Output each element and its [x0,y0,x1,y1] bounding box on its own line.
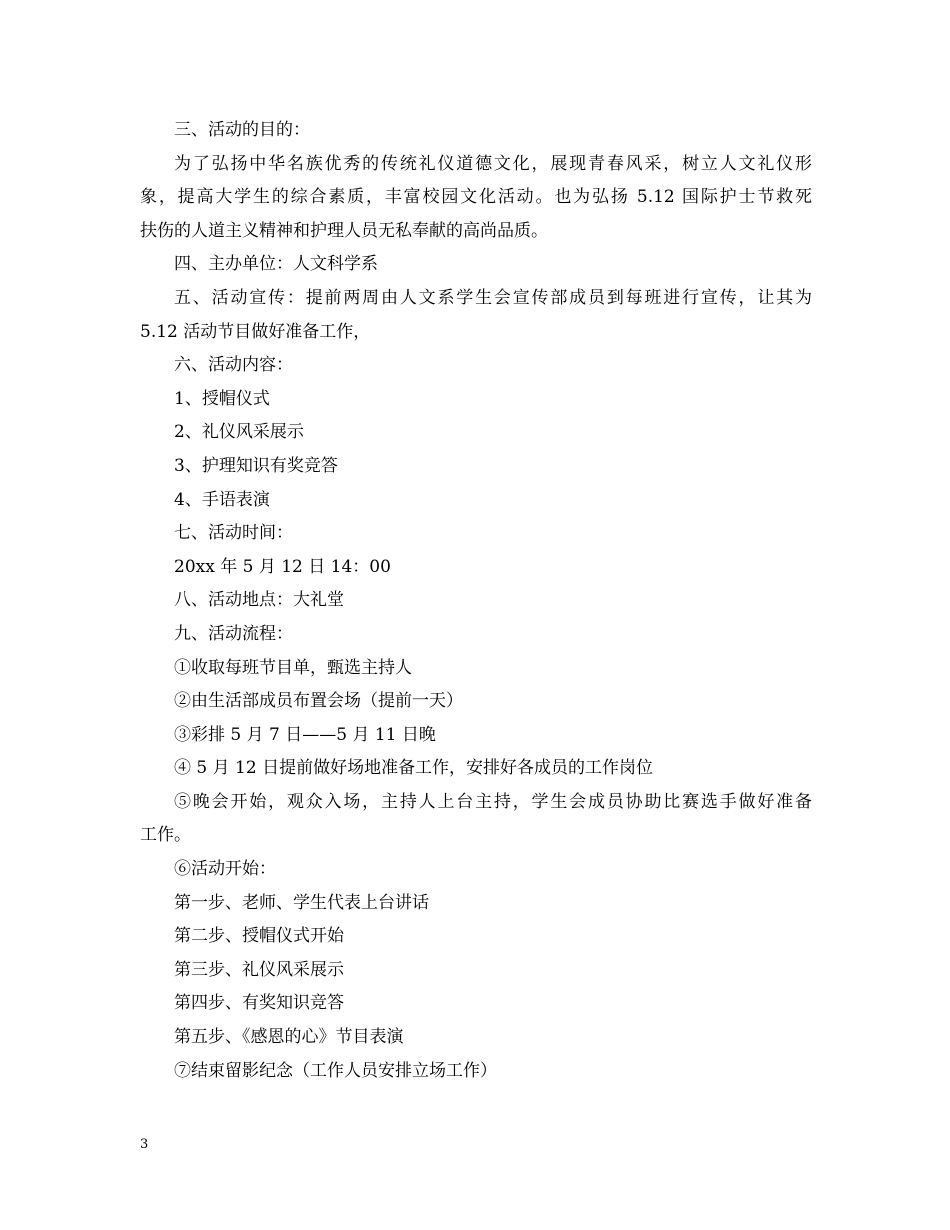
process-step: ⑦结束留影纪念（工作人员安排立场工作） [174,1060,497,1081]
sub-step: 第二步、授帽仪式开始 [174,926,344,947]
event-time: 20xx 年 5 月 12 日 14：00 [174,556,391,577]
paragraph-line: 五、活动宣传：提前两周由人文系学生会宣传部成员到每班进行宣传，让其为 [174,287,812,308]
paragraph-line: 为了弘扬中华名族优秀的传统礼仪道德文化，展现青春风采，树立人文礼仪形 [174,153,812,174]
process-step: ⑥活动开始： [174,859,276,880]
document-body [140,114,812,1088]
sub-step: 第四步、有奖知识竞答 [174,993,344,1014]
process-step: ⑤晚会开始，观众入场，主持人上台主持，学生会成员协助比赛选手做好准备 [174,791,812,812]
section-heading-time: 七、活动时间： [174,523,293,544]
list-item: 1、授帽仪式 [174,388,270,409]
process-step: ②由生活部成员布置会场（提前一天） [174,691,463,712]
process-step-continued: 工作。 [140,825,191,846]
list-item: 2、礼仪风采展示 [174,422,304,443]
section-heading-organizer: 四、主办单位：人文科学系 [174,254,378,275]
paragraph-line: 扶伤的人道主义精神和护理人员无私奉献的高尚品质。 [140,220,548,241]
page-number: 3 [140,1137,149,1152]
section-heading-location: 八、活动地点：大礼堂 [174,590,344,611]
section-heading-content: 六、活动内容： [174,355,293,376]
section-heading-purpose: 三、活动的目的： [174,120,310,140]
list-item: 4、手语表演 [174,489,270,510]
section-heading-process: 九、活动流程： [174,623,293,644]
process-step: ④ 5 月 12 日提前做好场地准备工作，安排好各成员的工作岗位 [174,758,654,779]
paragraph-line: 5.12 活动节目做好准备工作， [140,321,371,342]
paragraph-line: 象，提高大学生的综合素质，丰富校园文化活动。也为弘扬 5.12 国际护士节救死 [140,187,812,208]
sub-step: 第三步、礼仪风采展示 [174,959,344,980]
list-item: 3、护理知识有奖竞答 [174,455,338,476]
sub-step: 第一步、老师、学生代表上台讲话 [174,892,429,913]
process-step: ③彩排 5 月 7 日——5 月 11 日晚 [174,724,436,745]
sub-step: 第五步、《感恩的心》节目表演 [174,1027,404,1048]
process-step: ①收取每班节目单，甄选主持人 [174,657,412,678]
